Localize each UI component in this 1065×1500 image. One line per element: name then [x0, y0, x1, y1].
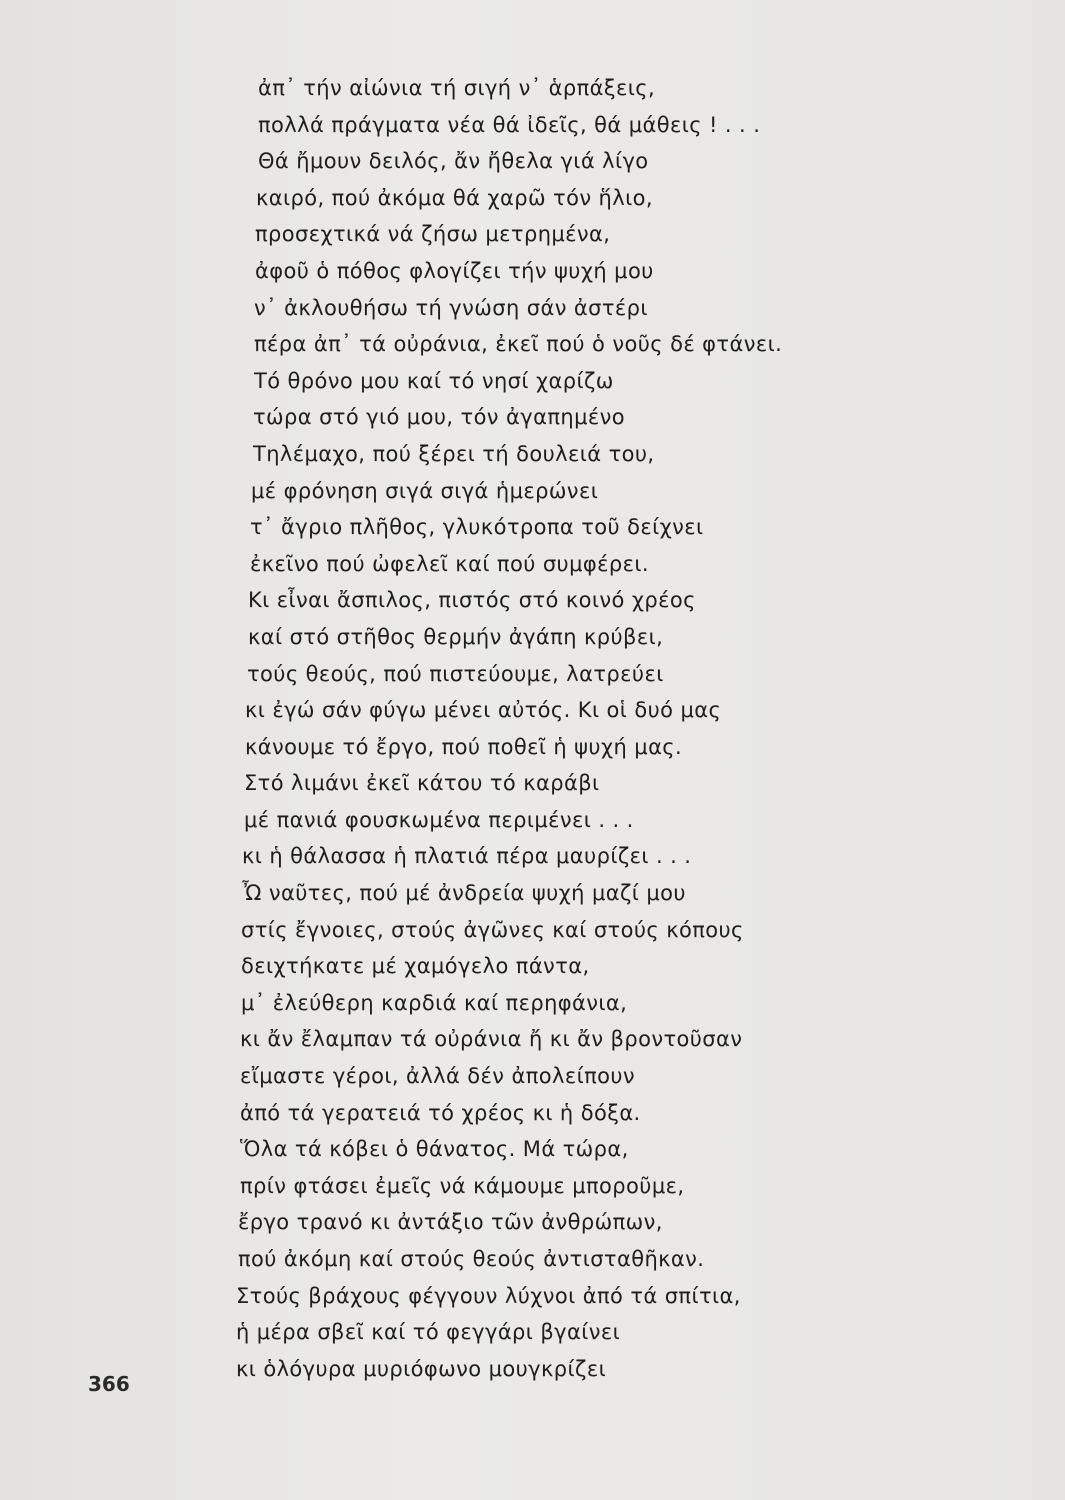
poem-line: ἀπό τά γερατειά τό χρέος κι ἡ δόξα.	[240, 1100, 641, 1125]
poem-line: καιρό, πού ἀκόμα θά χαρῶ τόν ἥλιο,	[256, 185, 653, 210]
poem-line: ἐκεῖνο πού ὠφελεῖ καί πού συμφέρει.	[250, 551, 649, 576]
poem-line: ἔργο τρανό κι ἀντάξιο τῶν ἀνθρώπων,	[238, 1210, 663, 1235]
page-number: 366	[88, 1372, 130, 1396]
poem-line: μέ πανιά φουσκωμένα περιμένει . . .	[244, 807, 634, 832]
poem-line: κι ἡ θάλασσα ἡ πλατιά πέρα μαυρίζει . . .	[242, 844, 692, 869]
poem-line: Τηλέμαχο, πού ξέρει τή δουλειά του,	[253, 441, 655, 466]
poem-line: ἀπ᾽ τήν αἰώνια τή σιγή ν᾽ ἁρπάξεις,	[258, 76, 656, 100]
poem-line: ἡ μέρα σβεῖ καί τό φεγγάρι βγαίνει	[236, 1320, 621, 1345]
poem-line: πέρα ἀπ᾽ τά οὐράνια, ἐκεῖ πού ὁ νοῦς δέ φτάνει.	[254, 332, 783, 357]
poem-line: τούς θεούς, πού πιστεύουμε, λατρεύει	[247, 661, 664, 686]
poem-line: Στούς βράχους φέγγουν λύχνοι ἀπό τά σπίτια,	[236, 1283, 741, 1308]
poem-line: κι ὁλόγυρα μυριόφωνο μουγκρίζει	[236, 1356, 607, 1381]
poem-line: κι ἐγώ σάν φύγω μένει αὐτός. Κι οἱ δυό μας	[245, 698, 722, 723]
poem-line: κι ἄν ἔλαμπαν τά οὐράνια ἤ κι ἄν βροντοῦσαν	[240, 1027, 743, 1052]
poem-line: ν᾽ ἀκλουθήσω τή γνώση σάν ἀστέρι	[254, 295, 648, 320]
poem-line: πολλά πράγματα νέα θά ἰδεῖς, θά μάθεις ! . . .	[258, 112, 761, 137]
poem-line: εἴμαστε γέροι, ἀλλά δέν ἀπολείπουν	[240, 1064, 636, 1089]
poem-line: τώρα στό γιό μου, τόν ἀγαπημένο	[253, 405, 625, 430]
poem-line: Θά ἤμουν δειλός, ἄν ἤθελα γιά λίγο	[258, 149, 649, 174]
poem-line: προσεχτικά νά ζήσω μετρημένα,	[255, 222, 611, 247]
poem-line: πρίν φτάσει ἐμεῖς νά κάμουμε μποροῦμε,	[240, 1173, 685, 1198]
poem-text	[236, 70, 876, 1387]
poem-line: καί στό στῆθος θερμήν ἀγάπη κρύβει,	[248, 624, 664, 649]
poem-line: ἀφοῦ ὁ πόθος φλογίζει τήν ψυχή μου	[255, 258, 654, 283]
poem-line: μ᾽ ἐλεύθερη καρδιά καί περηφάνια,	[241, 990, 628, 1015]
poem-line: Κι εἶναι ἄσπιλος, πιστός στό κοινό χρέος	[248, 588, 696, 613]
poem-line: κάνουμε τό ἔργο, πού ποθεῖ ἡ ψυχή μας.	[245, 734, 683, 759]
poem-line: δειχτήκατε μέ χαμόγελο πάντα,	[241, 954, 590, 979]
poem-line: στίς ἔγνοιες, στούς ἀγῶνες καί στούς κόπους	[241, 917, 744, 942]
poem-line: τ᾽ ἄγριο πλῆθος, γλυκότροπα τοῦ δείχνει	[250, 515, 704, 540]
poem-line: μέ φρόνηση σιγά σιγά ἡμερώνει	[251, 478, 599, 503]
poem-line: πού ἀκόμη καί στούς θεούς ἀντισταθῆκαν.	[238, 1247, 705, 1271]
poem-line: Ὦ ναῦτες, πού μέ ἀνδρεία ψυχή μαζί μου	[242, 881, 686, 906]
poem-line: Στό λιμάνι ἐκεῖ κάτου τό καράβι	[244, 771, 600, 796]
poem-line: Ὅλα τά κόβει ὁ θάνατος. Μά τώρα,	[240, 1137, 629, 1162]
poem-line: Τό θρόνο μου καί τό νησί χαρίζω	[254, 368, 614, 393]
